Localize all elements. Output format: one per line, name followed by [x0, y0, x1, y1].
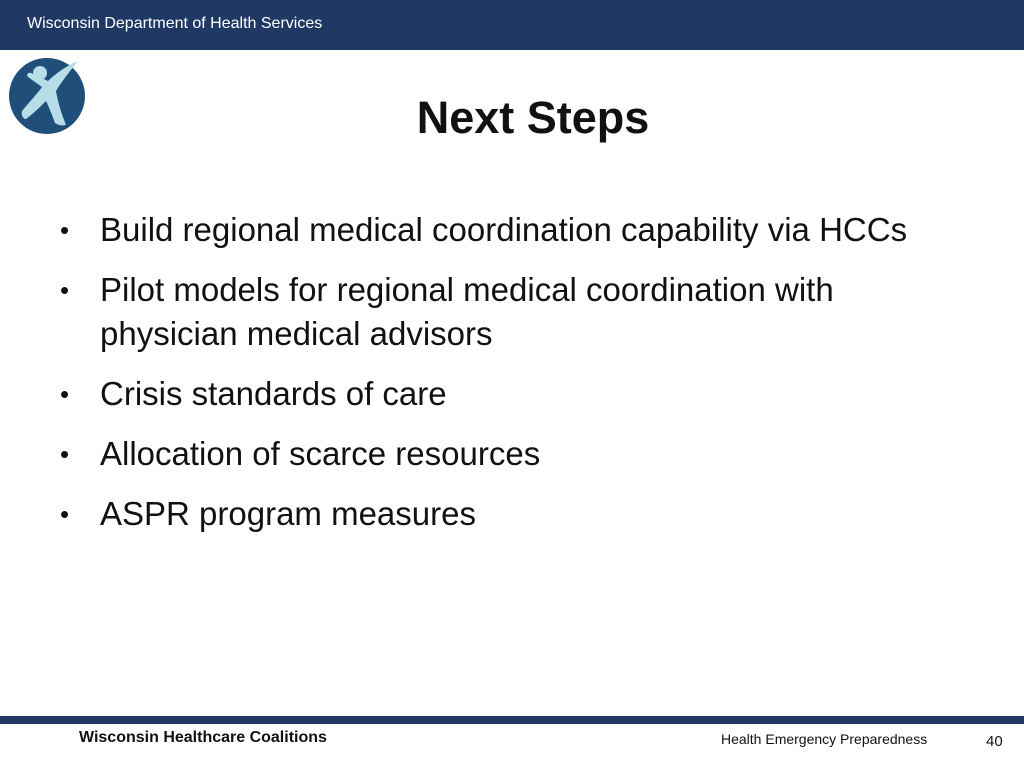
bullet-dot-icon: •	[60, 379, 70, 409]
bullet-text: Pilot models for regional medical coordination with physician medical advisors	[100, 271, 834, 352]
organization-name: Wisconsin Department of Health Services	[27, 15, 323, 32]
page-number: 40	[986, 733, 1003, 750]
header-bar	[0, 0, 1024, 50]
bullet-dot-icon: •	[60, 215, 70, 245]
footer-program-label: Health Emergency Preparedness	[721, 731, 928, 747]
bullet-text: ASPR program measures	[100, 495, 476, 532]
bullet-item	[60, 492, 960, 536]
bullet-item	[60, 372, 960, 416]
bullet-text: Allocation of scarce resources	[100, 435, 541, 472]
slide-title: Next Steps	[416, 92, 650, 143]
bullet-item	[60, 268, 960, 356]
bullet-dot-icon: •	[60, 439, 70, 469]
bullet-item	[60, 208, 960, 252]
bullet-dot-icon: •	[60, 275, 70, 305]
bullet-dot-icon: •	[60, 499, 70, 529]
footer-divider	[0, 716, 1024, 724]
bullet-text: Crisis standards of care	[100, 375, 447, 412]
footer-coalitions-label: Wisconsin Healthcare Coalitions	[79, 729, 327, 746]
bullet-item	[60, 432, 960, 476]
bullet-text: Build regional medical coordination capability via HCCs	[100, 211, 908, 248]
bullet-list	[60, 208, 960, 552]
